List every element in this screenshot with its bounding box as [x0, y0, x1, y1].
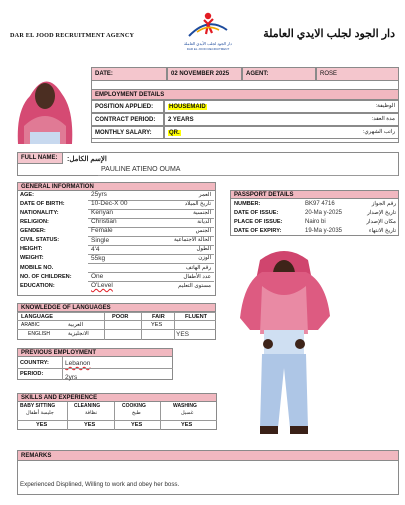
weight-label: WEIGHT: — [20, 255, 44, 261]
age-value: 25yrs — [91, 191, 107, 198]
lang-grid-col2 — [141, 312, 142, 340]
skill-washing-ar: غسيل — [181, 410, 194, 416]
dob-ar: تاريخ الميلاد — [184, 201, 211, 207]
agency-logo — [183, 10, 233, 54]
period-label: PERIOD: — [20, 371, 44, 377]
passport-header: PASSPORT DETAILS — [230, 190, 399, 199]
skill-cleaning-ar: نظافة — [85, 410, 98, 416]
agent-value: ROSE — [316, 67, 399, 81]
mobile-line — [88, 272, 214, 273]
weight-ar: الوزن — [198, 255, 211, 261]
period-value: 2yrs — [65, 374, 78, 381]
previous-col — [62, 357, 63, 380]
issue-place-label: PLACE OF ISSUE: — [234, 219, 283, 225]
lang-col-fair: FAIR — [152, 314, 165, 320]
lang-grid-col3 — [174, 312, 175, 340]
applicant-portrait — [8, 66, 82, 144]
agency-name-ar: دار الجود لجلب الايدي العاملة — [263, 28, 395, 40]
issue-place-value: Nairo bi — [305, 219, 326, 225]
general-header: GENERAL INFORMATION — [17, 182, 216, 191]
skill-washing-label: WASHING — [173, 403, 197, 409]
arabic-fair-mark: YES — [151, 322, 163, 328]
skill-babysitting-value: YES — [36, 422, 48, 428]
full-name-value: PAULINE ATIENO OUMA — [101, 166, 181, 173]
children-value: One — [91, 273, 104, 280]
full-name-line — [98, 175, 398, 176]
civil-status-ar: الحالة الاجتماعية — [173, 237, 211, 243]
skills-header: SKILLS AND EXPERIENCE — [17, 393, 217, 402]
logo-text-en: DAR EL JOOD RECRUITMENT — [186, 47, 230, 51]
previous-grid — [17, 368, 173, 369]
english-label: ENGLISH — [28, 331, 50, 337]
position-label: POSITION APPLIED: — [91, 100, 164, 113]
skill-babysitting-ar: جليسة أطفال — [26, 410, 54, 416]
nationality-label: NATIONALITY: — [20, 210, 59, 216]
age-ar: العمر — [198, 192, 211, 198]
height-label: HEIGHT: — [20, 246, 43, 252]
passport-number-ar: رقم الجواز — [371, 201, 396, 207]
mobile-ar: رقم الهاتف — [185, 265, 211, 271]
religion-value: Christian — [91, 218, 117, 225]
lang-grid-row1 — [17, 320, 216, 321]
dob-value: 10-Dec-X 00 — [91, 200, 128, 207]
skills-col3 — [160, 402, 161, 430]
nationality-value: Kenyan — [91, 209, 114, 216]
height-ar: الطول — [196, 246, 211, 252]
remarks-header: REMARKS — [17, 450, 399, 461]
salary-value: QR. — [169, 129, 180, 136]
lang-col-poor: POOR — [112, 314, 129, 320]
education-value: O'Level — [91, 282, 113, 289]
weight-value: 55kg — [91, 255, 106, 262]
remarks-text: Experienced Displined, Willing to work and obey her boss. — [20, 481, 180, 488]
passport-number-value: BK97 4716 — [305, 201, 335, 207]
gender-label: GENDER: — [20, 228, 46, 234]
skill-cooking-label: COOKING — [122, 403, 146, 409]
skill-cooking-ar: طبخ — [132, 410, 141, 416]
date-value: 02 NOVEMBER 2025 — [167, 67, 242, 81]
civil-status-value: Single — [91, 237, 110, 244]
contract-label: CONTRACT PERIOD: — [91, 113, 164, 126]
arabic-label-ar: العربية — [68, 322, 84, 328]
lang-col-fluent: FLUENT — [185, 314, 208, 320]
religion-ar: الديانة — [197, 219, 211, 225]
skills-col2 — [114, 402, 115, 430]
education-ar: مستوى التعليم — [178, 283, 211, 289]
full-name-label: FULL NAME: — [17, 152, 63, 164]
mobile-label: MOBILE NO. — [20, 265, 54, 271]
skill-babysitting-label: BABY SITTING — [20, 403, 56, 409]
lang-grid — [17, 312, 216, 313]
expiry-date-label: DATE OF EXPIRY: — [234, 228, 282, 234]
english-fluent-mark: YES — [176, 331, 190, 338]
gender-ar: الجنس — [195, 228, 211, 234]
religion-label: RELIGION: — [20, 219, 49, 225]
gender-value: Female — [91, 227, 113, 234]
age-label: AGE: — [20, 192, 34, 198]
civil-status-label: CIVIL STATUS: — [20, 237, 60, 243]
languages-header: KNOWLEDGE OF LANGUAGES — [17, 303, 216, 312]
expiry-date-ar: تاريخ الانتهاء — [368, 228, 396, 234]
lang-grid-col1 — [104, 312, 105, 340]
height-line — [88, 254, 214, 255]
country-value: Lebanon — [65, 360, 91, 367]
skill-washing-value: YES — [181, 422, 193, 428]
lang-col-language: LANGUAGE — [21, 314, 54, 320]
expiry-date-value: 19-Ma y-2035 — [305, 228, 343, 234]
skills-col1 — [67, 402, 68, 430]
civil-status-line — [88, 245, 214, 246]
issue-place-ar: مكان الإصدار — [366, 219, 396, 225]
date-label: DATE: — [91, 67, 167, 81]
issue-date-label: DATE OF ISSUE: — [234, 210, 279, 216]
position-value: HOUSEMAID — [169, 103, 206, 110]
employment-header: EMPLOYMENT DETAILS — [91, 89, 399, 100]
skill-cleaning-value: YES — [84, 422, 96, 428]
nationality-ar: الجنسية — [193, 210, 211, 216]
skills-row — [17, 420, 217, 421]
children-ar: عدد الأطفال — [183, 274, 211, 280]
logo-text-ar: دار الجود لجلب الأيدي العاملة — [184, 41, 232, 46]
arabic-label: ARABIC — [21, 322, 40, 328]
country-label: COUNTRY: — [20, 360, 49, 366]
issue-date-value: 20-Ma y-2025 — [305, 210, 343, 216]
salary-ar: راتب الشهري: — [362, 129, 395, 135]
position-ar: الوظيفة: — [375, 103, 395, 109]
full-name-ar: الإسم الكامل: — [67, 156, 107, 163]
position-cell — [164, 100, 399, 113]
passport-number-label: NUMBER: — [234, 201, 261, 207]
contract-value: 2 YEARS — [164, 113, 399, 126]
issue-date-ar: تاريخ الإصدار — [367, 210, 396, 216]
height-value: 4'4 — [91, 246, 100, 253]
skill-cleaning-label: CLEANING — [74, 403, 101, 409]
children-label: NO. OF CHILDREN: — [20, 274, 72, 280]
applicant-full-photo — [232, 246, 336, 444]
salary-label: MONTHLY SALARY: — [91, 126, 164, 139]
education-label: EDUCATION: — [20, 283, 55, 289]
skill-cooking-value: YES — [131, 422, 143, 428]
weight-line — [88, 263, 214, 264]
agent-label: AGENT: — [242, 67, 316, 81]
logo-figure-icon — [183, 10, 233, 40]
lang-grid-row2 — [17, 329, 216, 330]
previous-header: PREVIOUS EMPLOYMENT — [17, 348, 173, 357]
english-label-ar: الانجليزية — [68, 331, 89, 337]
dob-label: DATE OF BIRTH: — [20, 201, 65, 207]
contract-ar: مدة العقد: — [371, 116, 395, 122]
agency-name-en: DAR EL JOOD RECRUITMENT AGENCY — [10, 32, 135, 39]
